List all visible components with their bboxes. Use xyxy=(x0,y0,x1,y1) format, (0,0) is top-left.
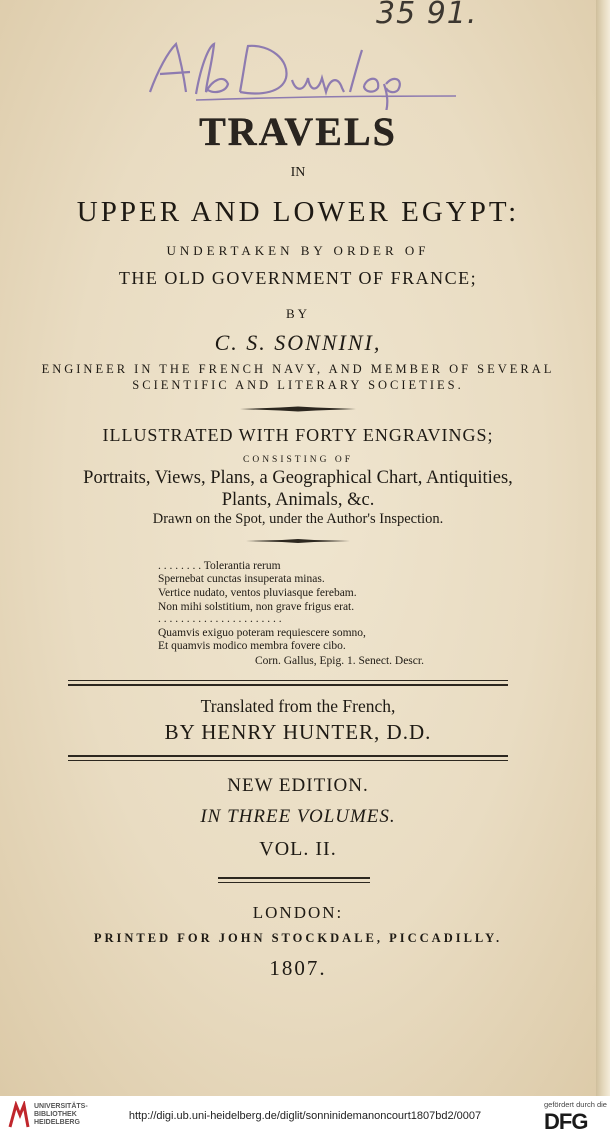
quote-line: Vertice nudato, ventos pluviasque ferebam. xyxy=(158,587,357,599)
double-rule xyxy=(68,684,508,686)
library-name-line: HEIDELBERG xyxy=(34,1119,80,1126)
page-edge xyxy=(596,0,610,1096)
double-rule xyxy=(68,760,508,761)
ornamental-rule xyxy=(240,405,356,413)
author-credentials-line1: ENGINEER IN THE FRENCH NAVY, AND MEMBER OF SEVERAL xyxy=(41,362,555,376)
double-rule xyxy=(68,680,508,681)
undertaken-line: UNDERTAKEN BY ORDER OF xyxy=(166,243,430,258)
imprint-year: 1807. xyxy=(269,956,327,980)
title-connector: IN xyxy=(290,165,306,180)
illustrated-line: ILLUSTRATED WITH FORTY ENGRAVINGS; xyxy=(102,425,494,445)
edition-line: NEW EDITION. xyxy=(227,775,369,796)
handwritten-signature xyxy=(0,0,596,110)
quote-line: Non mihi solstitium, non grave frigus erat. xyxy=(158,601,355,613)
sponsor-label: gefördert durch die xyxy=(544,1100,607,1109)
book-subject: UPPER AND LOWER EGYPT: xyxy=(76,196,520,228)
dfg-logo: DFG xyxy=(544,1109,588,1134)
quote-line: Et quamvis modico membra fovere cibo. xyxy=(158,640,346,652)
quote-line: . . . . . . . . . . . . . . . . . . . . . . xyxy=(158,613,282,625)
by-label: BY xyxy=(285,306,311,321)
viewer-footer xyxy=(0,1096,610,1137)
translated-line: Translated from the French, xyxy=(200,696,396,716)
author-name: C. S. SONNINI, xyxy=(214,330,382,355)
author-credentials-line2: SCIENTIFIC AND LITERARY SOCIETIES. xyxy=(132,378,464,392)
double-rule xyxy=(68,755,508,757)
ornamental-rule xyxy=(246,538,350,544)
government-line: THE OLD GOVERNMENT OF FRANCE; xyxy=(118,268,478,288)
quote-line: Spernebat cunctas insuperata minas. xyxy=(158,573,325,585)
volumes-line: IN THREE VOLUMES. xyxy=(200,806,396,827)
drawn-line: Drawn on the Spot, under the Author's Inspection. xyxy=(152,511,444,527)
quote-source: Corn. Gallus, Epig. 1. Senect. Descr. xyxy=(255,655,424,667)
contents-line1: Portraits, Views, Plans, a Geographical Chart, Antiquities, xyxy=(83,468,513,488)
shelfmark: 35 91. xyxy=(376,0,478,31)
short-rule xyxy=(218,877,370,879)
volume-number: VOL. II. xyxy=(259,838,337,860)
quote-line: Quamvis exiguo poteram requiescere somno, xyxy=(158,627,366,639)
imprint-printer: PRINTED FOR JOHN STOCKDALE, PICCADILLY. xyxy=(93,931,503,945)
library-name-line: UNIVERSITÄTS- xyxy=(34,1103,88,1110)
quote-line: . . . . . . . . Tolerantia rerum xyxy=(158,560,281,572)
translator-name: BY HENRY HUNTER, D.D. xyxy=(164,720,432,744)
short-rule xyxy=(218,882,370,883)
library-name-line: BIBLIOTHEK xyxy=(34,1111,77,1118)
permalink-url[interactable]: http://digi.ub.uni-heidelberg.de/diglit/sonninidemanoncourt1807bd2/0007 xyxy=(128,1110,482,1122)
imprint-place: LONDON: xyxy=(252,903,344,922)
consisting-label: CONSISTING OF xyxy=(243,455,353,465)
contents-line2: Plants, Animals, &c. xyxy=(221,490,375,510)
book-title: TRAVELS xyxy=(199,109,397,154)
